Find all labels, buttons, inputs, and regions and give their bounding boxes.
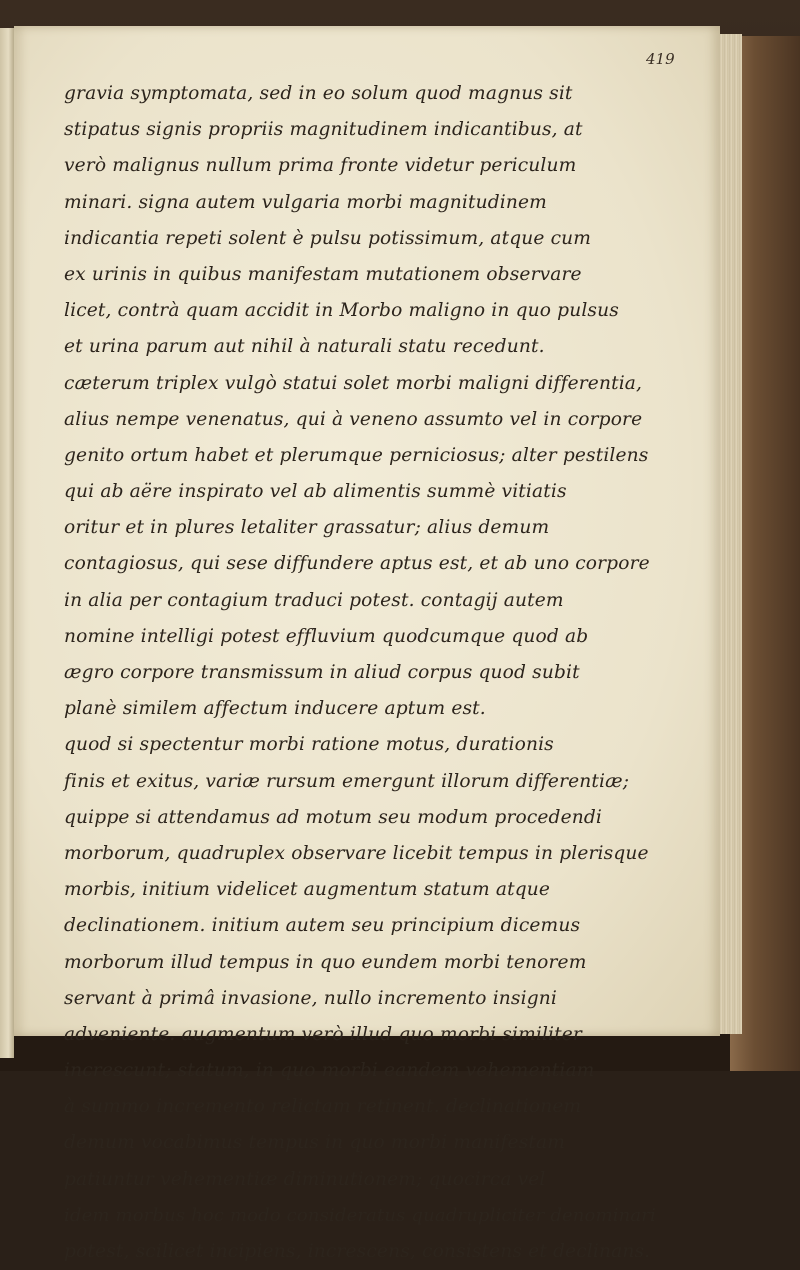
manuscript-line: in alia per contagium traduci potest. contagij autem bbox=[64, 589, 564, 611]
manuscript-line: declinationem. initium autem seu principium dicemus bbox=[64, 915, 581, 937]
manuscript-line: servant à primâ invasione, nullo incremento insigni bbox=[64, 987, 557, 1009]
page-stack-edge bbox=[718, 34, 742, 1034]
manuscript-line: finis et exitus, variæ rursum emergunt illorum differentiæ; bbox=[64, 770, 630, 792]
manuscript-line: morborum, quadruplex observare licebit tempus in plerisque bbox=[64, 842, 649, 864]
manuscript-line: cæterum triplex vulgò statui solet morbi maligni differentia, bbox=[64, 372, 643, 394]
manuscript-line: patiuntur vehementiæ diminutionem; quocirca vel bbox=[64, 1168, 546, 1190]
manuscript-line: stipatus signis propriis magnitudinem indicantibus, at bbox=[64, 119, 583, 141]
manuscript-line: adveniente. augmentum verò illud quo morbi similiter bbox=[64, 1023, 582, 1045]
manuscript-line: oritur et in plures letaliter grassatur; alius demum bbox=[64, 517, 550, 539]
manuscript-line: contagiosus, qui sese diffundere aptus est, et ab uno corpore bbox=[64, 553, 650, 575]
manuscript-line: ex urinis in quibus manifestam mutationem observare bbox=[64, 263, 582, 285]
manuscript-line: et urina parum aut nihil à naturali statu recedunt. bbox=[64, 336, 545, 358]
manuscript-line: increscunt; statum, in quo morbi eandem vehementiam bbox=[64, 1060, 595, 1082]
manuscript-line: planè similem affectum inducere aptum est. bbox=[64, 698, 486, 720]
manuscript-page bbox=[14, 26, 720, 1262]
manuscript-line: quippe si attendamus ad motum seu modum procedendi bbox=[64, 806, 603, 828]
facing-page-edge bbox=[0, 28, 14, 1058]
folio-number: 419 bbox=[646, 50, 675, 68]
manuscript-line: morbis, initium videlicet augmentum statum atque bbox=[64, 879, 551, 901]
manuscript-text bbox=[64, 76, 656, 1270]
manuscript-line: qui ab aëre inspirato vel ab alimentis summè vitiatis bbox=[64, 481, 567, 503]
manuscript-line: à summo incremento relictam retinent. declinationem bbox=[64, 1096, 582, 1118]
manuscript-line: indicantia repeti solent è pulsu potissimum, atque cum bbox=[64, 227, 592, 249]
manuscript-line: gravia symptomata, sed in eo solum quod magnus sit bbox=[64, 83, 573, 104]
manuscript-line: quod si spectentur morbi ratione motus, durationis bbox=[64, 734, 554, 756]
manuscript-line: minari. signa autem vulgaria morbi magnitudinem bbox=[64, 191, 547, 213]
manuscript-line: idem morbus hoc modo consideratus quadrupliciter denominari bbox=[64, 1204, 656, 1226]
manuscript-line: verò malignus nullum prima fronte videtur periculum bbox=[64, 155, 577, 177]
manuscript-line: morborum illud tempus in quo eundem morbi tenorem bbox=[64, 951, 587, 973]
manuscript-line: ægro corpore transmissum in aliud corpus quod subit bbox=[64, 662, 580, 683]
manuscript-line: potest, scilicet incipiens, increscens, consistens et declinans. bbox=[64, 1241, 651, 1262]
manuscript-line: genito ortum habet et plerumque perniciosus; alter pestilens bbox=[64, 444, 649, 466]
manuscript-line: alius nempe venenatus, qui à veneno assumto vel in corpore bbox=[64, 408, 643, 430]
manuscript-line: demum vocabimus tempus in quo morbi manifestam bbox=[64, 1132, 566, 1154]
manuscript-line: nomine intelligi potest effluvium quodcumque quod ab bbox=[64, 625, 589, 647]
manuscript-line: licet, contrà quam accidit in Morbo maligno in quo pulsus bbox=[64, 300, 619, 322]
